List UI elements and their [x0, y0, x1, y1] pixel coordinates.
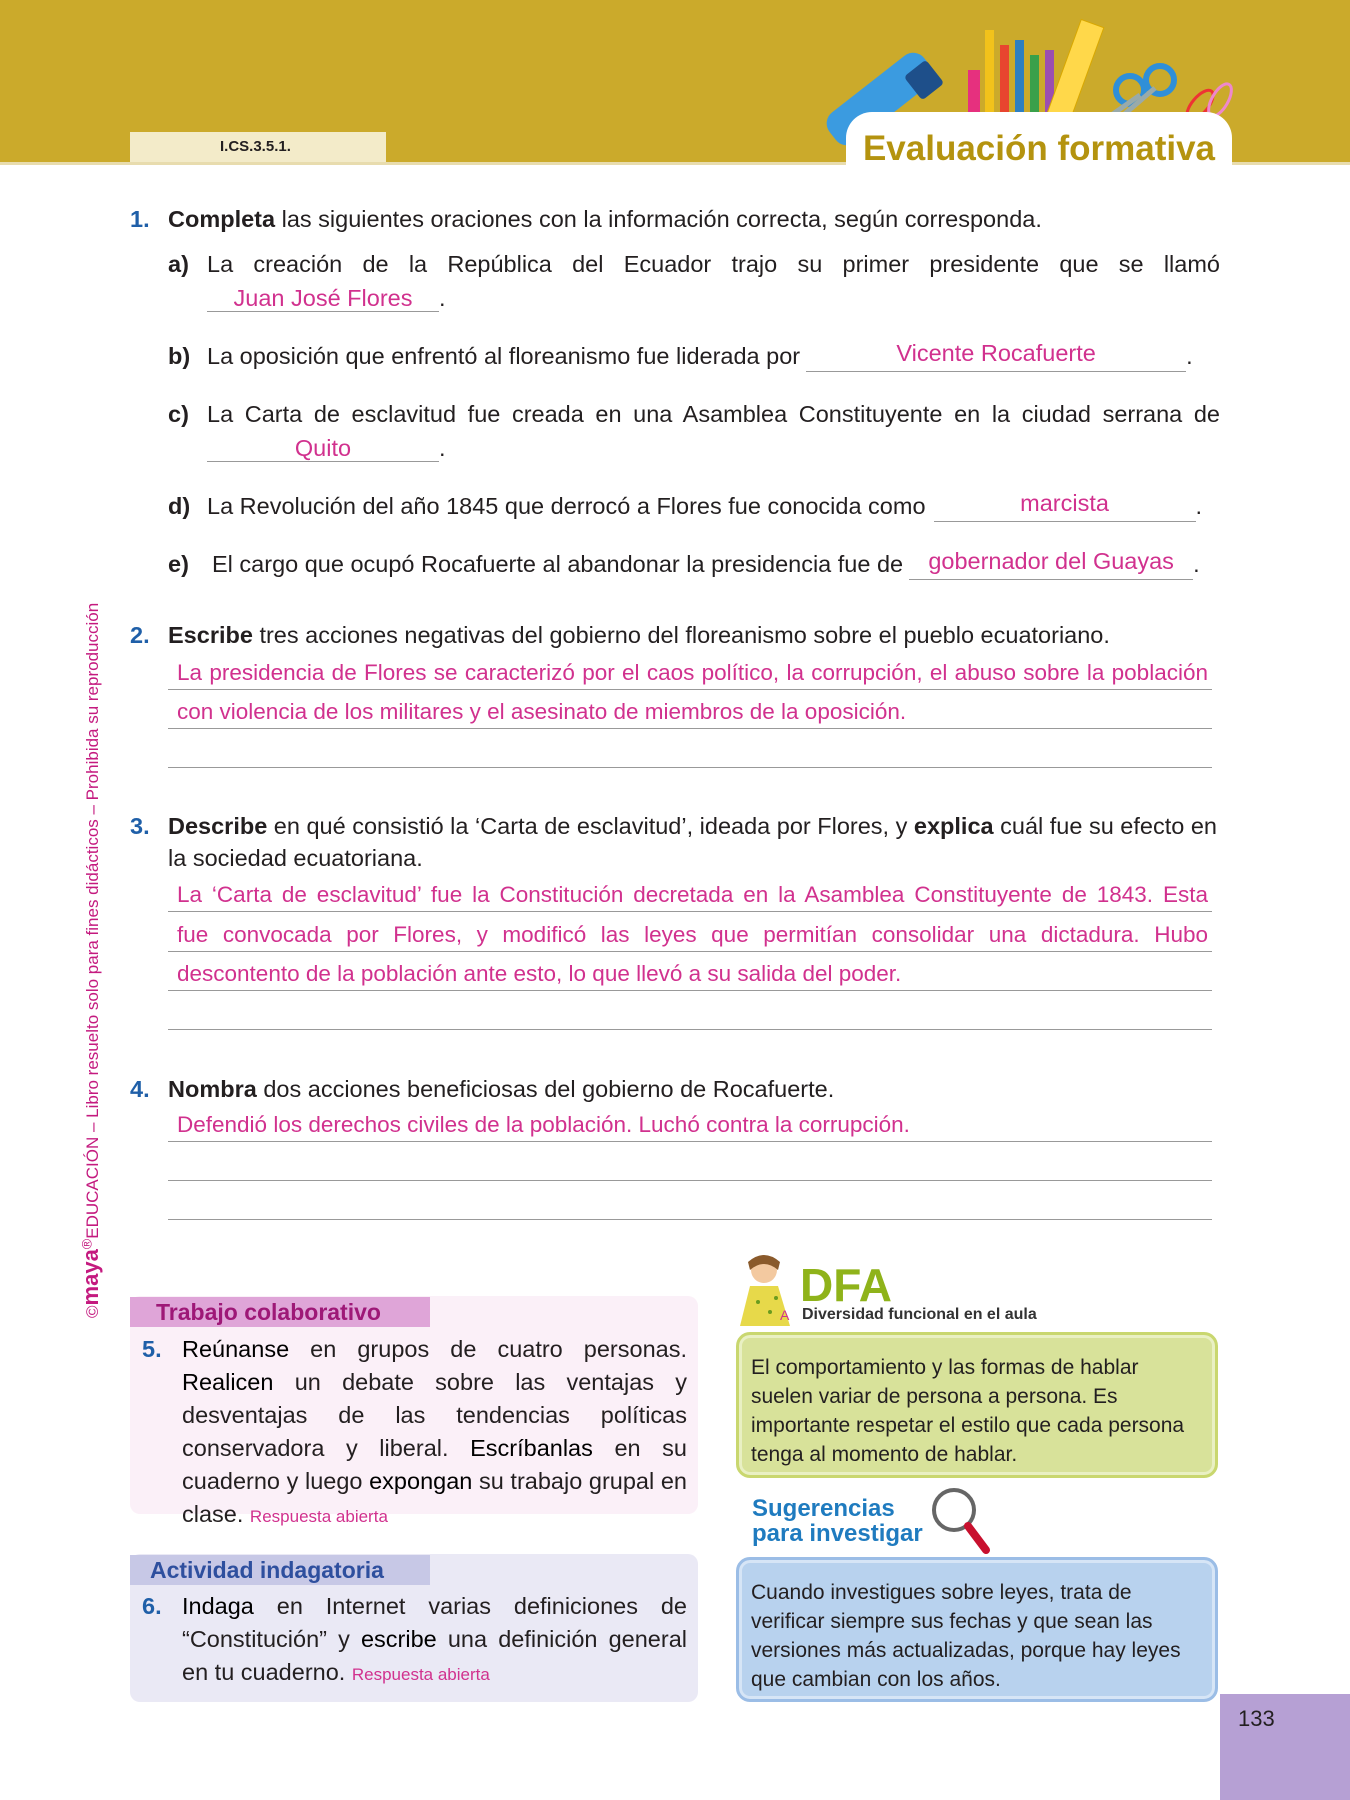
question-number: 4.: [130, 1076, 150, 1102]
question-1: [130, 203, 1225, 235]
answer-note: Respuesta abierta: [351, 1665, 490, 1684]
period: .: [1186, 343, 1193, 369]
answer-blank[interactable]: Juan José Flores: [207, 285, 439, 312]
question-number: 2.: [130, 622, 150, 648]
item-text: La Carta de esclavitud fue creada en una Asamblea Constituyente en la ciudad serrana de: [207, 401, 1220, 427]
instruction-verb: Escribe: [168, 622, 253, 648]
period: .: [1195, 493, 1203, 519]
research-activity-title: Actividad indagatoria: [130, 1555, 430, 1585]
answer-line[interactable]: La presidencia de Flores se caracterizó por el caos político, la corrupción, el abuso sobre la población: [168, 656, 1212, 690]
dfa-subtitle: Diversidad funcional en el aula: [802, 1306, 1037, 1323]
question-text: cuál fue su efecto en la sociedad ecuatoriana.: [168, 813, 1217, 871]
page-title: Evaluación formativa: [846, 112, 1232, 170]
copyright-symbol: ©: [83, 1305, 102, 1318]
question-text: dos acciones beneficiosas del gobierno de Rocafuerte.: [256, 1076, 835, 1102]
instruction-verb: Completa: [168, 206, 276, 232]
instruction-verb: Describe: [168, 813, 268, 839]
item-e: [168, 548, 1220, 580]
instruction-verb: Realicen: [182, 1369, 274, 1395]
question-text: en qué consistió la ‘Carta de esclavitud’, ideada por Flores, y: [267, 813, 914, 839]
activity-number: 6.: [142, 1593, 162, 1619]
activity-number: 5.: [142, 1336, 162, 1362]
question-number: 1.: [130, 206, 150, 232]
item-label: d): [168, 493, 191, 519]
svg-text:A: A: [780, 1307, 790, 1323]
activity-text: en su cuaderno y luego: [182, 1435, 687, 1494]
item-text: La creación de la República del Ecuador trajo su primer presidente que se llamó: [207, 251, 1220, 277]
suggestions-text: Cuando investigues sobre leyes, trata de verificar siempre sus fechas y que sean las versiones más actualizadas, porque hay leyes que cambian con los años.: [751, 1581, 1181, 1691]
page-number: 133: [1220, 1694, 1350, 1800]
instruction-verb: Indaga: [182, 1593, 254, 1619]
answer-line[interactable]: [168, 996, 1212, 1030]
item-d: [168, 490, 1220, 522]
activity-text: una definición general en tu cuaderno.: [182, 1626, 687, 1685]
item-c: [168, 398, 1220, 464]
answer-line[interactable]: [168, 734, 1212, 768]
question-4: [130, 1073, 1225, 1105]
period: .: [439, 435, 446, 461]
activity-text: su trabajo grupal en clase.: [182, 1468, 687, 1527]
question-2: [130, 619, 1225, 651]
answer-line[interactable]: [168, 1186, 1212, 1220]
instruction-verb: explica: [913, 813, 994, 839]
activity-5: [142, 1333, 687, 1533]
activity-text: en grupos de cuatro personas.: [289, 1336, 687, 1362]
instruction-verb: Nombra: [168, 1076, 257, 1102]
item-text: La oposición que enfrentó al floreanismo fue liderada por: [207, 343, 801, 369]
answer-blank[interactable]: marcista: [934, 490, 1196, 522]
answer-line[interactable]: [168, 1147, 1212, 1181]
item-label: e): [168, 551, 189, 577]
answer-line[interactable]: descontento de la población ante esto, lo que llevó a su salida del poder.: [168, 957, 1212, 991]
question-text: las siguientes oraciones con la información correcta, según corresponda.: [275, 206, 1042, 232]
item-label: c): [168, 401, 189, 427]
suggestions-box: [736, 1557, 1218, 1702]
activity-6: [142, 1590, 687, 1691]
answer-line[interactable]: con violencia de los militares y el asesinato de miembros de la oposición.: [168, 695, 1212, 729]
suggestions-title-line: Sugerencias: [752, 1495, 895, 1522]
suggestions-title-line: para investigar: [752, 1520, 923, 1547]
magnifying-glass-icon: [928, 1484, 994, 1556]
question-number: 3.: [130, 813, 150, 839]
collaborative-work-title: Trabajo colaborativo: [130, 1297, 430, 1327]
activity-text: un debate sobre las ventajas y desventajas de las tendencias políticas conservadora y liberal.: [182, 1369, 687, 1461]
item-label: b): [168, 343, 191, 369]
instruction-verb: expongan: [369, 1468, 473, 1494]
suggestions-title: [752, 1496, 923, 1546]
item-a: [168, 248, 1220, 314]
item-text: El cargo que ocupó Rocafuerte al abandonar la presidencia fue de: [212, 551, 904, 577]
period: .: [439, 285, 446, 311]
item-text: La Revolución del año 1845 que derrocó a Flores fue conocida como: [207, 493, 926, 519]
copyright-text: EDUCACIÓN – Libro resuelto solo para fines didácticos – Prohibida su reproducción: [83, 602, 102, 1239]
dfa-box: [736, 1332, 1218, 1478]
instruction-verb: escribe: [360, 1626, 437, 1652]
question-3: [130, 810, 1225, 874]
curriculum-code: I.CS.3.5.1.: [130, 132, 386, 162]
answer-blank[interactable]: gobernador del Guayas: [909, 548, 1193, 580]
answer-line[interactable]: fue convocada por Flores, y modificó las leyes que permitían consolidar una dictadura. Hubo: [168, 918, 1212, 952]
instruction-verb: Escríbanlas: [470, 1435, 593, 1461]
question-text: tres acciones negativas del gobierno del floreanismo sobre el pueblo ecuatoriano.: [252, 622, 1110, 648]
period: .: [1193, 551, 1200, 577]
item-b: [168, 340, 1220, 372]
brand-logo: maya: [78, 1249, 103, 1306]
activity-text: en Internet varias definiciones de “Constitución” y: [182, 1593, 687, 1652]
dfa-logo: DFA: [800, 1259, 892, 1311]
instruction-verb: Reúnanse: [182, 1336, 290, 1362]
registered-mark: ®: [79, 1238, 96, 1250]
answer-note: Respuesta abierta: [249, 1507, 388, 1526]
girl-illustration: [728, 1252, 806, 1332]
answer-line[interactable]: La ‘Carta de esclavitud’ fue la Constitución decretada en la Asamblea Constituyente de 1843. Esta: [168, 878, 1212, 912]
answer-blank[interactable]: Quito: [207, 435, 439, 462]
dfa-text: El comportamiento y las formas de hablar suelen variar de persona a persona. Es importante respetar el estilo que cada persona tenga al momento de hablar.: [751, 1356, 1185, 1466]
answer-line[interactable]: Defendió los derechos civiles de la población. Luchó contra la corrupción.: [168, 1108, 1212, 1142]
item-label: a): [168, 251, 189, 277]
answer-blank[interactable]: Vicente Rocafuerte: [806, 340, 1186, 372]
